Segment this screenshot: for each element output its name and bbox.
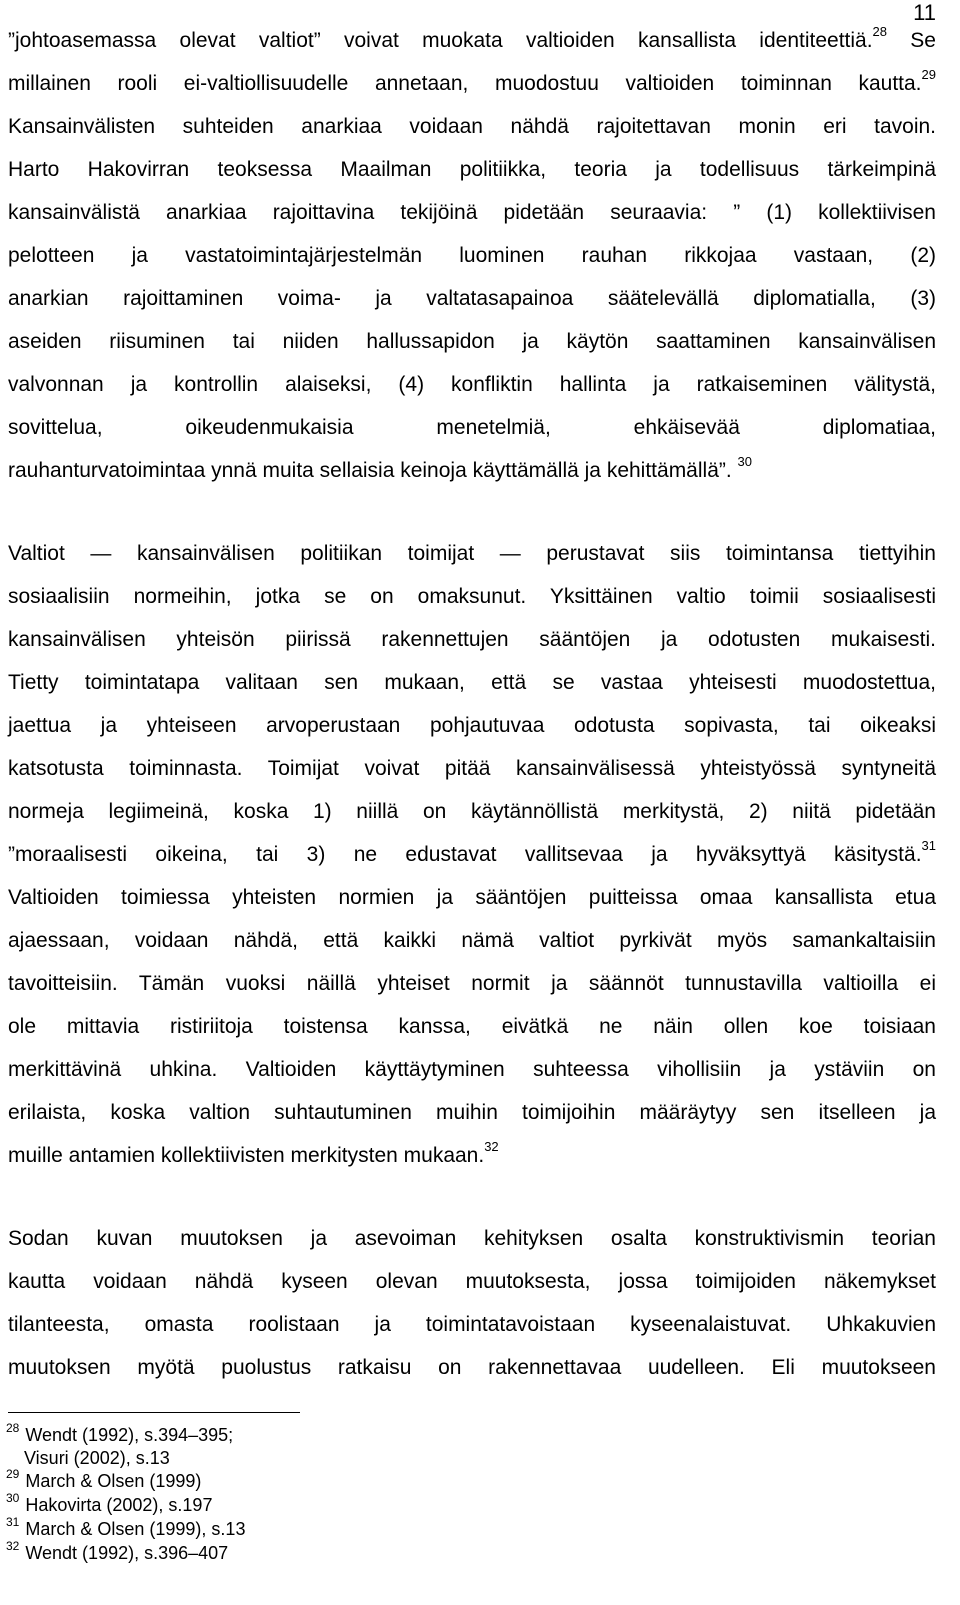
footnote bbox=[6, 1467, 202, 1492]
footnote-reference[interactable]: 31 bbox=[921, 838, 936, 853]
text-line bbox=[8, 670, 936, 696]
text-line-content: ajaessaan, voidaan nähdä, että kaikki nämä valtiot pyrkivät myös samankaltaisiin bbox=[8, 929, 936, 952]
footnote-reference[interactable]: 30 bbox=[737, 454, 753, 469]
text-line-content: sovittelua, oikeudenmukaisia menetelmiä, ehkäisevää diplomatiaa, bbox=[8, 416, 936, 439]
text-line bbox=[8, 454, 936, 484]
text-line-content: erilaista, koska valtion suhtautuminen muihin toimijoihin määräytyy sen itselleen ja bbox=[8, 1101, 936, 1124]
footnote-text: Wendt (1992), s.396–407 bbox=[25, 1543, 229, 1563]
text-line bbox=[8, 1312, 936, 1338]
text-line bbox=[8, 1100, 936, 1126]
text-line bbox=[8, 885, 936, 911]
text-line-content: Valtioiden toimiessa yhteisten normien ja sääntöjen puitteissa omaa kansallista etua bbox=[8, 886, 936, 909]
footnote-number: 28 bbox=[6, 1421, 20, 1435]
text-line-content: tilanteesta, omasta roolistaan ja toimintatavoistaan kyseenalaistuvat. Uhkakuvien bbox=[8, 1313, 936, 1336]
text-line bbox=[8, 971, 936, 997]
text-line bbox=[8, 372, 936, 398]
footnote-continuation: Visuri (2002), s.13 bbox=[24, 1448, 170, 1468]
text-line-content: pelotteen ja vastatoimintajärjestelmän luominen rauhan rikkojaa vastaan, (2) bbox=[8, 244, 936, 267]
text-line-tail: Se bbox=[887, 29, 936, 52]
text-line-content: millainen rooli ei-valtiollisuudelle annetaan, muodostuu valtioiden toiminnan kautta. bbox=[8, 72, 922, 95]
text-line-content: kansainvälisen yhteisön piirissä rakennettujen sääntöjen ja odotusten mukaisesti. bbox=[8, 628, 936, 651]
footnote-number: 29 bbox=[6, 1467, 20, 1481]
page-number: 11 bbox=[913, 0, 936, 25]
text-line-content: kautta voidaan nähdä kyseen olevan muutoksesta, jossa toimijoiden näkemykset bbox=[8, 1270, 936, 1293]
text-line bbox=[8, 584, 936, 610]
text-line-content: ”johtoasemassa olevat valtiot” voivat muokata valtioiden kansallista identiteettiä. bbox=[8, 29, 873, 52]
text-line bbox=[8, 756, 936, 782]
text-line-content: valvonnan ja kontrollin alaiseksi, (4) konfliktin hallinta ja ratkaiseminen välitystä, bbox=[8, 373, 936, 396]
text-line-content: Harto Hakovirran teoksessa Maailman politiikka, teoria ja todellisuus tärkeimpinä bbox=[8, 158, 936, 181]
footnote-reference[interactable]: 32 bbox=[484, 1139, 499, 1154]
text-line-content: normeja legiimeinä, koska 1) niillä on käytännöllistä merkitystä, 2) niitä pidetään bbox=[8, 800, 936, 823]
footnote-divider bbox=[8, 1412, 300, 1413]
text-line bbox=[8, 286, 936, 312]
text-line bbox=[8, 799, 936, 825]
text-line bbox=[8, 1269, 936, 1295]
text-line-content: muutoksen myötä puolustus ratkaisu on rakennettavaa uudelleen. Eli muutokseen bbox=[8, 1356, 936, 1379]
footnote-text: Hakovirta (2002), s.197 bbox=[25, 1495, 213, 1515]
footnote-reference[interactable]: 28 bbox=[872, 24, 888, 39]
text-line bbox=[8, 713, 936, 739]
text-line-content: Valtiot — kansainvälisen politiikan toimijat — perustavat siis toimintansa tiettyihin bbox=[8, 542, 936, 565]
text-line bbox=[8, 114, 936, 140]
text-line bbox=[8, 200, 936, 226]
text-line-content: kansainvälistä anarkiaa rajoittavina tekijöinä pidetään seuraavia: ” (1) kollektiivisen bbox=[8, 201, 936, 224]
footnote bbox=[6, 1539, 229, 1564]
text-line-content: aseiden riisuminen tai niiden hallussapidon ja käytön saattaminen kansainvälisen bbox=[8, 330, 936, 353]
text-line-content: ”moraalisesti oikeina, tai 3) ne edustavat vallitsevaa ja hyväksyttyä käsitystä. bbox=[8, 843, 922, 866]
text-line bbox=[8, 541, 936, 567]
text-line-content: tavoitteisiin. Tämän vuoksi näillä yhteiset normit ja säännöt tunnustavilla valtioilla ei bbox=[8, 972, 936, 995]
text-line bbox=[8, 24, 936, 54]
text-line bbox=[8, 1057, 936, 1083]
footnote-number: 30 bbox=[6, 1491, 20, 1505]
text-line bbox=[8, 415, 936, 441]
text-line bbox=[8, 1355, 936, 1381]
footnote-number: 32 bbox=[6, 1539, 20, 1553]
footnote-text: March & Olsen (1999) bbox=[25, 1471, 202, 1491]
text-line-content: merkittävinä uhkina. Valtioiden käyttäytyminen suhteessa vihollisiin ja ystäviin on bbox=[8, 1058, 936, 1081]
text-line-content: Sodan kuvan muutoksen ja asevoiman kehityksen osalta konstruktivismin teorian bbox=[8, 1227, 936, 1250]
text-line-content: ole mittavia ristiriitoja toistensa kanssa, eivätkä ne näin ollen koe toisiaan bbox=[8, 1015, 936, 1038]
text-line bbox=[8, 627, 936, 653]
text-line bbox=[8, 67, 936, 97]
text-line-content: Kansainvälisten suhteiden anarkiaa voidaan nähdä rajoitettavan monin eri tavoin. bbox=[8, 115, 936, 138]
footnote-text: March & Olsen (1999), s.13 bbox=[25, 1519, 246, 1539]
text-line bbox=[8, 1139, 936, 1169]
text-line-content: Tietty toimintatapa valitaan sen mukaan, että se vastaa yhteisesti muodostettua, bbox=[8, 671, 936, 694]
footnote-number: 31 bbox=[6, 1515, 20, 1529]
text-line bbox=[8, 838, 936, 868]
text-line bbox=[8, 243, 936, 269]
text-line bbox=[8, 157, 936, 183]
text-line-content: anarkian rajoittaminen voima- ja valtatasapainoa säätelevällä diplomatialla, (3) bbox=[8, 287, 936, 310]
footnote bbox=[6, 1421, 234, 1446]
footnote bbox=[6, 1491, 213, 1516]
text-line bbox=[8, 928, 936, 954]
text-line bbox=[8, 1226, 936, 1252]
footnote-text: Wendt (1992), s.394–395; bbox=[25, 1425, 234, 1445]
footnote bbox=[6, 1515, 246, 1540]
text-line bbox=[8, 1014, 936, 1040]
text-line-content: sosiaalisiin normeihin, jotka se on omaksunut. Yksittäinen valtio toimii sosiaalisesti bbox=[8, 585, 936, 608]
text-line-content: muille antamien kollektiivisten merkitysten mukaan. bbox=[8, 1144, 485, 1167]
text-line-content: rauhanturvatoimintaa ynnä muita sellaisia keinoja käyttämällä ja kehittämällä”. bbox=[8, 459, 738, 482]
text-line-content: jaettua ja yhteiseen arvoperustaan pohjautuvaa odotusta sopivasta, tai oikeaksi bbox=[8, 714, 936, 737]
text-line bbox=[8, 329, 936, 355]
text-line-content: katsotusta toiminnasta. Toimijat voivat pitää kansainvälisessä yhteistyössä syntyneitä bbox=[8, 757, 936, 780]
footnote-reference[interactable]: 29 bbox=[921, 67, 936, 82]
